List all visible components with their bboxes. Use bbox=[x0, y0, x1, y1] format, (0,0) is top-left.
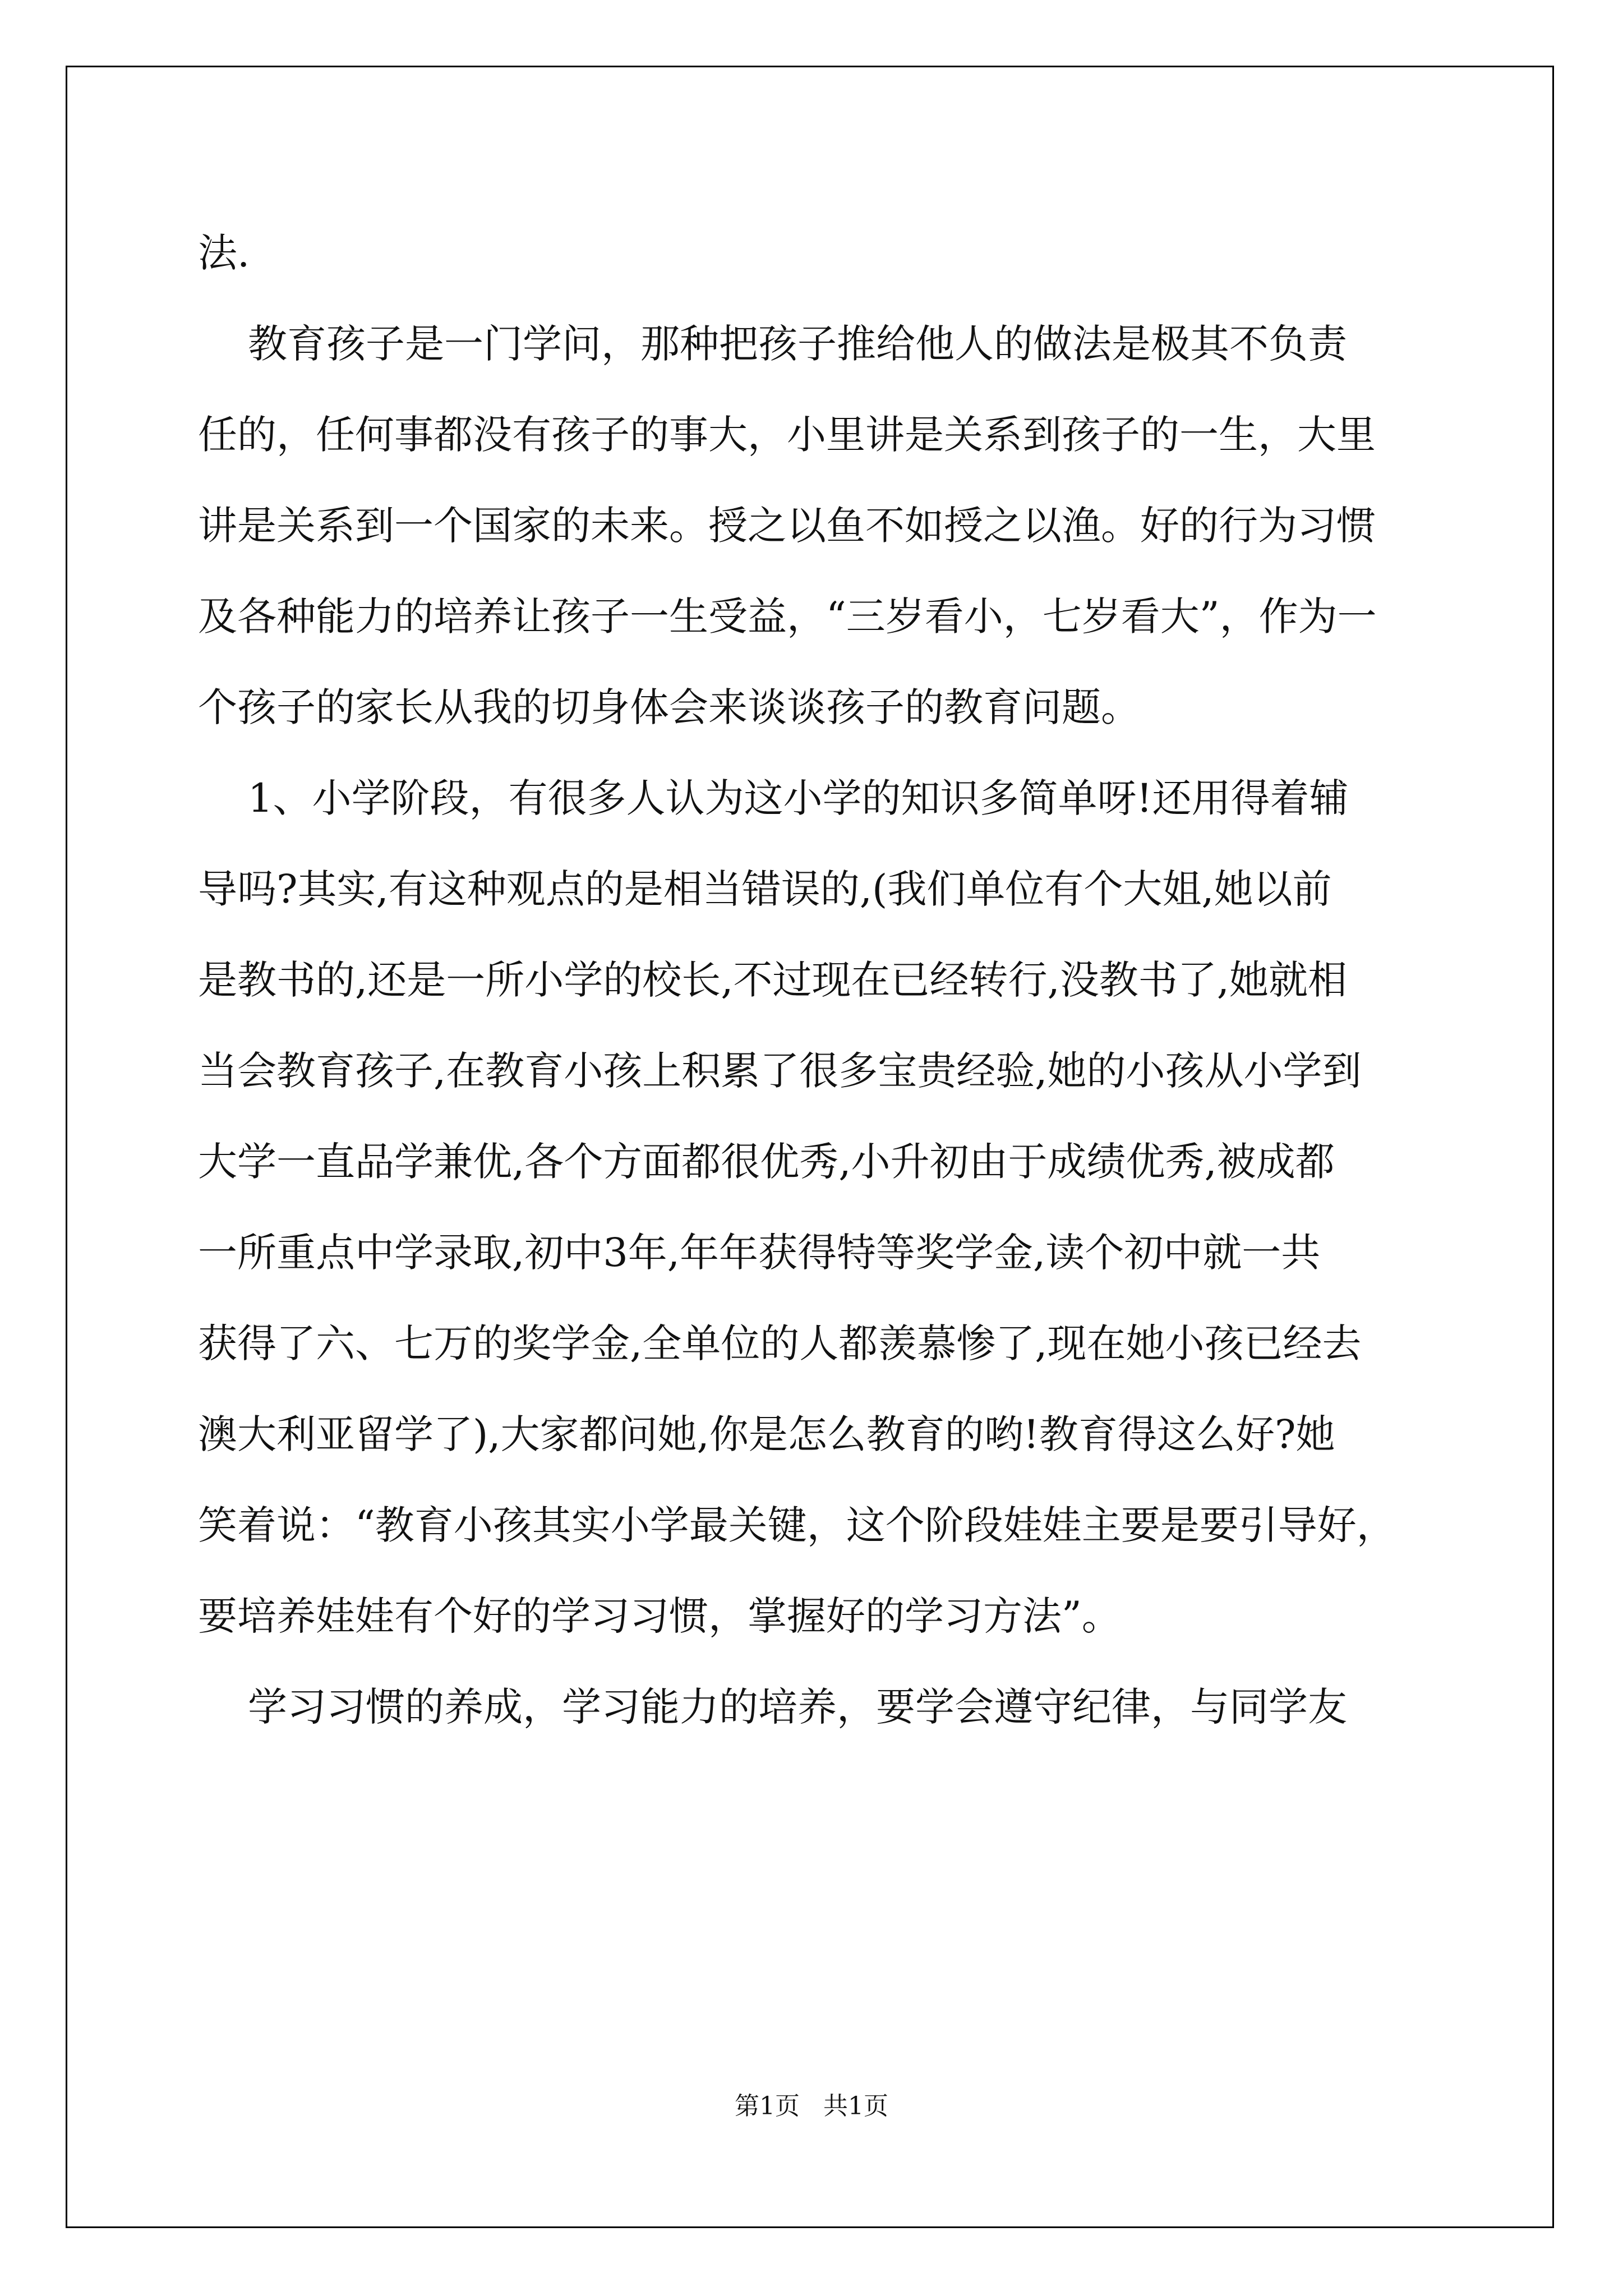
text-line: 澳大利亚留学了),大家都问她,你是怎么教育的哟!教育得这么好?她 bbox=[198, 1411, 1335, 1457]
text-line: 一所重点中学录取,初中3年,年年获得特等奖学金,读个初中就一共 bbox=[198, 1230, 1321, 1276]
text-line: 1、小学阶段，有很多人认为这小学的知识多简单呀!还用得着辅 bbox=[198, 775, 1349, 821]
body-text bbox=[198, 208, 1432, 1752]
text-line: 笑着说：“教育小孩其实小学最关键，这个阶段娃娃主要是要引导好， bbox=[198, 1502, 1396, 1548]
text-line: 要培养娃娃有个好的学习习惯，掌握好的学习方法”。 bbox=[198, 1593, 1121, 1639]
page-footer: 第1页 共1页 bbox=[735, 2092, 888, 2120]
text-line: 讲是关系到一个国家的未来。授之以鱼不如授之以渔。好的行为习惯 bbox=[198, 503, 1376, 549]
text-line: 个孩子的家长从我的切身体会来谈谈孩子的教育问题。 bbox=[198, 684, 1140, 730]
text-line: 大学一直品学兼优,各个方面都很优秀,小升初由于成绩优秀,被成都 bbox=[198, 1139, 1335, 1185]
text-line: 法. bbox=[198, 230, 250, 276]
text-line: 学习习惯的养成，学习能力的培养，要学会遵守纪律，与同学友 bbox=[198, 1684, 1348, 1730]
text-line: 当会教育孩子,在教育小孩上积累了很多宝贵经验,她的小孩从小学到 bbox=[198, 1048, 1362, 1094]
text-line: 获得了六、七万的奖学金,全单位的人都羡慕惨了,现在她小孩已经去 bbox=[198, 1320, 1362, 1366]
text-line: 及各种能力的培养让孩子一生受益，“三岁看小，七岁看大”，作为一 bbox=[198, 593, 1377, 639]
text-line: 导吗?其实,有这种观点的是相当错误的,(我们单位有个大姐,她以前 bbox=[198, 866, 1332, 912]
text-line: 教育孩子是一门学问，那种把孩子推给他人的做法是极其不负责 bbox=[198, 321, 1348, 367]
text-line: 任的，任何事都没有孩子的事大，小里讲是关系到孩子的一生，大里 bbox=[198, 412, 1376, 458]
text-line: 是教书的,还是一所小学的校长,不过现在已经转行,没教书了,她就相 bbox=[198, 957, 1348, 1003]
